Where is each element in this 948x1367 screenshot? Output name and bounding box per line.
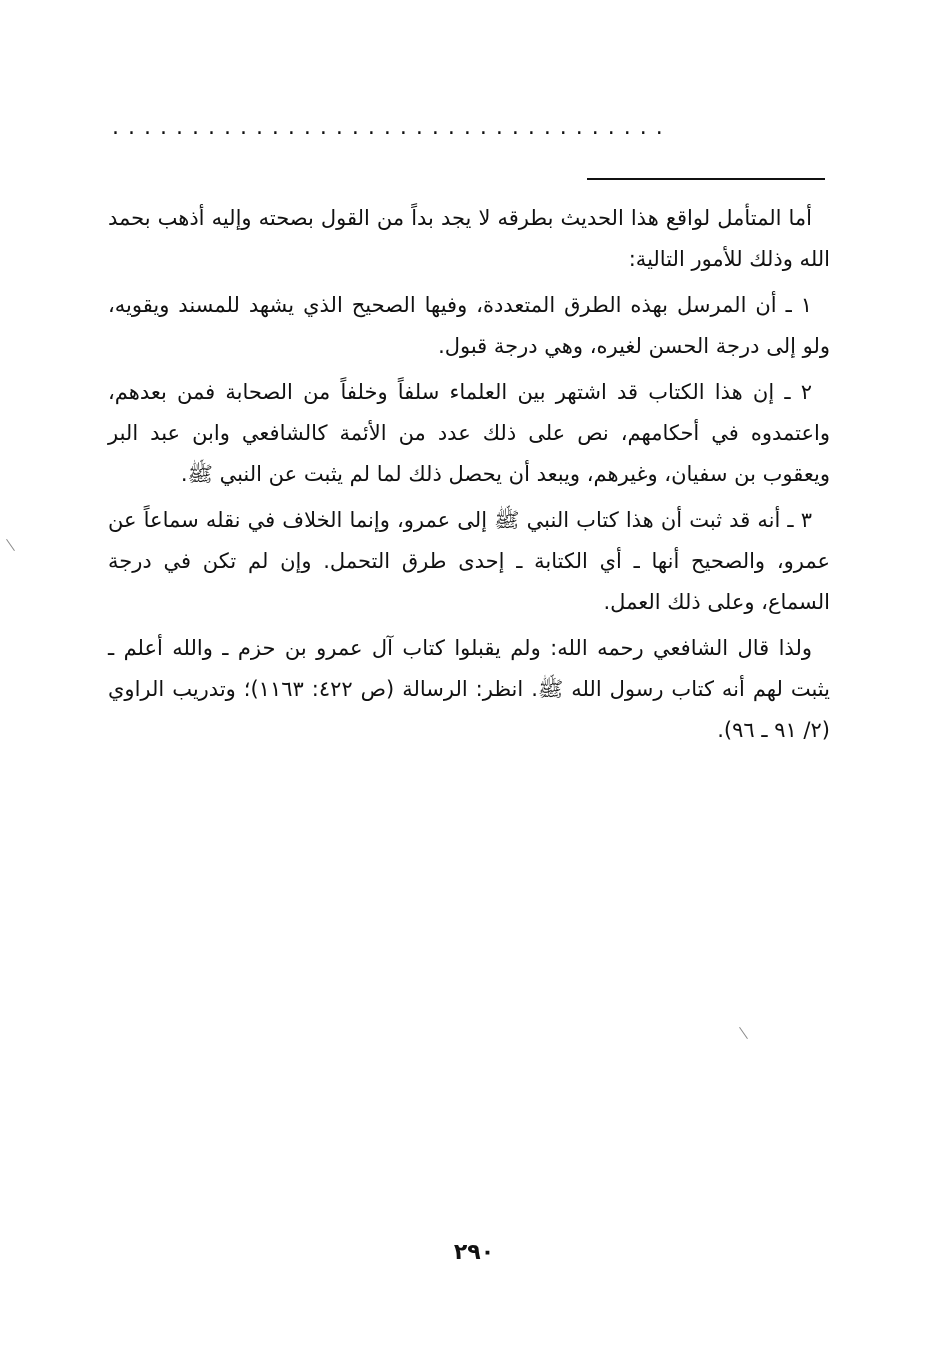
paragraph-conclusion: ولذا قال الشافعي رحمه الله: ولم يقبلوا كتاب آل عمرو بن حزم ـ والله أعلم ـ يثبت لهم أنه كتاب رسول الله ﷺ. انظر: الرسالة (ص ٤٢٢: ١١٦٣)؛ وتدريب الراوي (٢/ ٩١ ـ ٩٦). xyxy=(108,636,830,742)
scan-mark xyxy=(6,539,15,551)
main-text xyxy=(108,198,830,756)
paragraph-intro: أما المتأمل لواقع هذا الحديث بطرقه لا يجد بداً من القول بصحته وإليه أذهب بحمد الله وذلك للأمور التالية: xyxy=(108,206,830,271)
dotted-separator: ................................... xyxy=(112,118,672,138)
scan-mark xyxy=(739,1027,748,1039)
paragraph-point-2: ٢ ـ إن هذا الكتاب قد اشتهر بين العلماء سلفاً وخلفاً من الصحابة فمن بعدهم، واعتمدوه في أحكامهم، نص على ذلك عدد من الأئمة كالشافعي وابن عبد البر ويعقوب بن سفيان، وغيرهم، ويبعد أن يحصل ذلك لما لم يثبت عن النبي ﷺ. xyxy=(108,380,830,486)
footnote-rule xyxy=(587,178,825,180)
page-number: ٢٩٠ xyxy=(453,1240,495,1265)
paragraph-point-3: ٣ ـ أنه قد ثبت أن هذا كتاب النبي ﷺ إلى عمرو، وإنما الخلاف في نقله سماعاً عن عمرو، والصحيح أنها ـ أي الكتابة ـ إحدى طرق التحمل. وإن لم تكن في درجة السماع، وعلى ذلك العمل. xyxy=(108,508,830,614)
paragraph-point-1: ١ ـ أن المرسل بهذه الطرق المتعددة، وفيها الصحيح الذي يشهد للمسند ويقويه، ولو إلى درجة الحسن لغيره، وهي درجة قبول. xyxy=(108,293,830,358)
